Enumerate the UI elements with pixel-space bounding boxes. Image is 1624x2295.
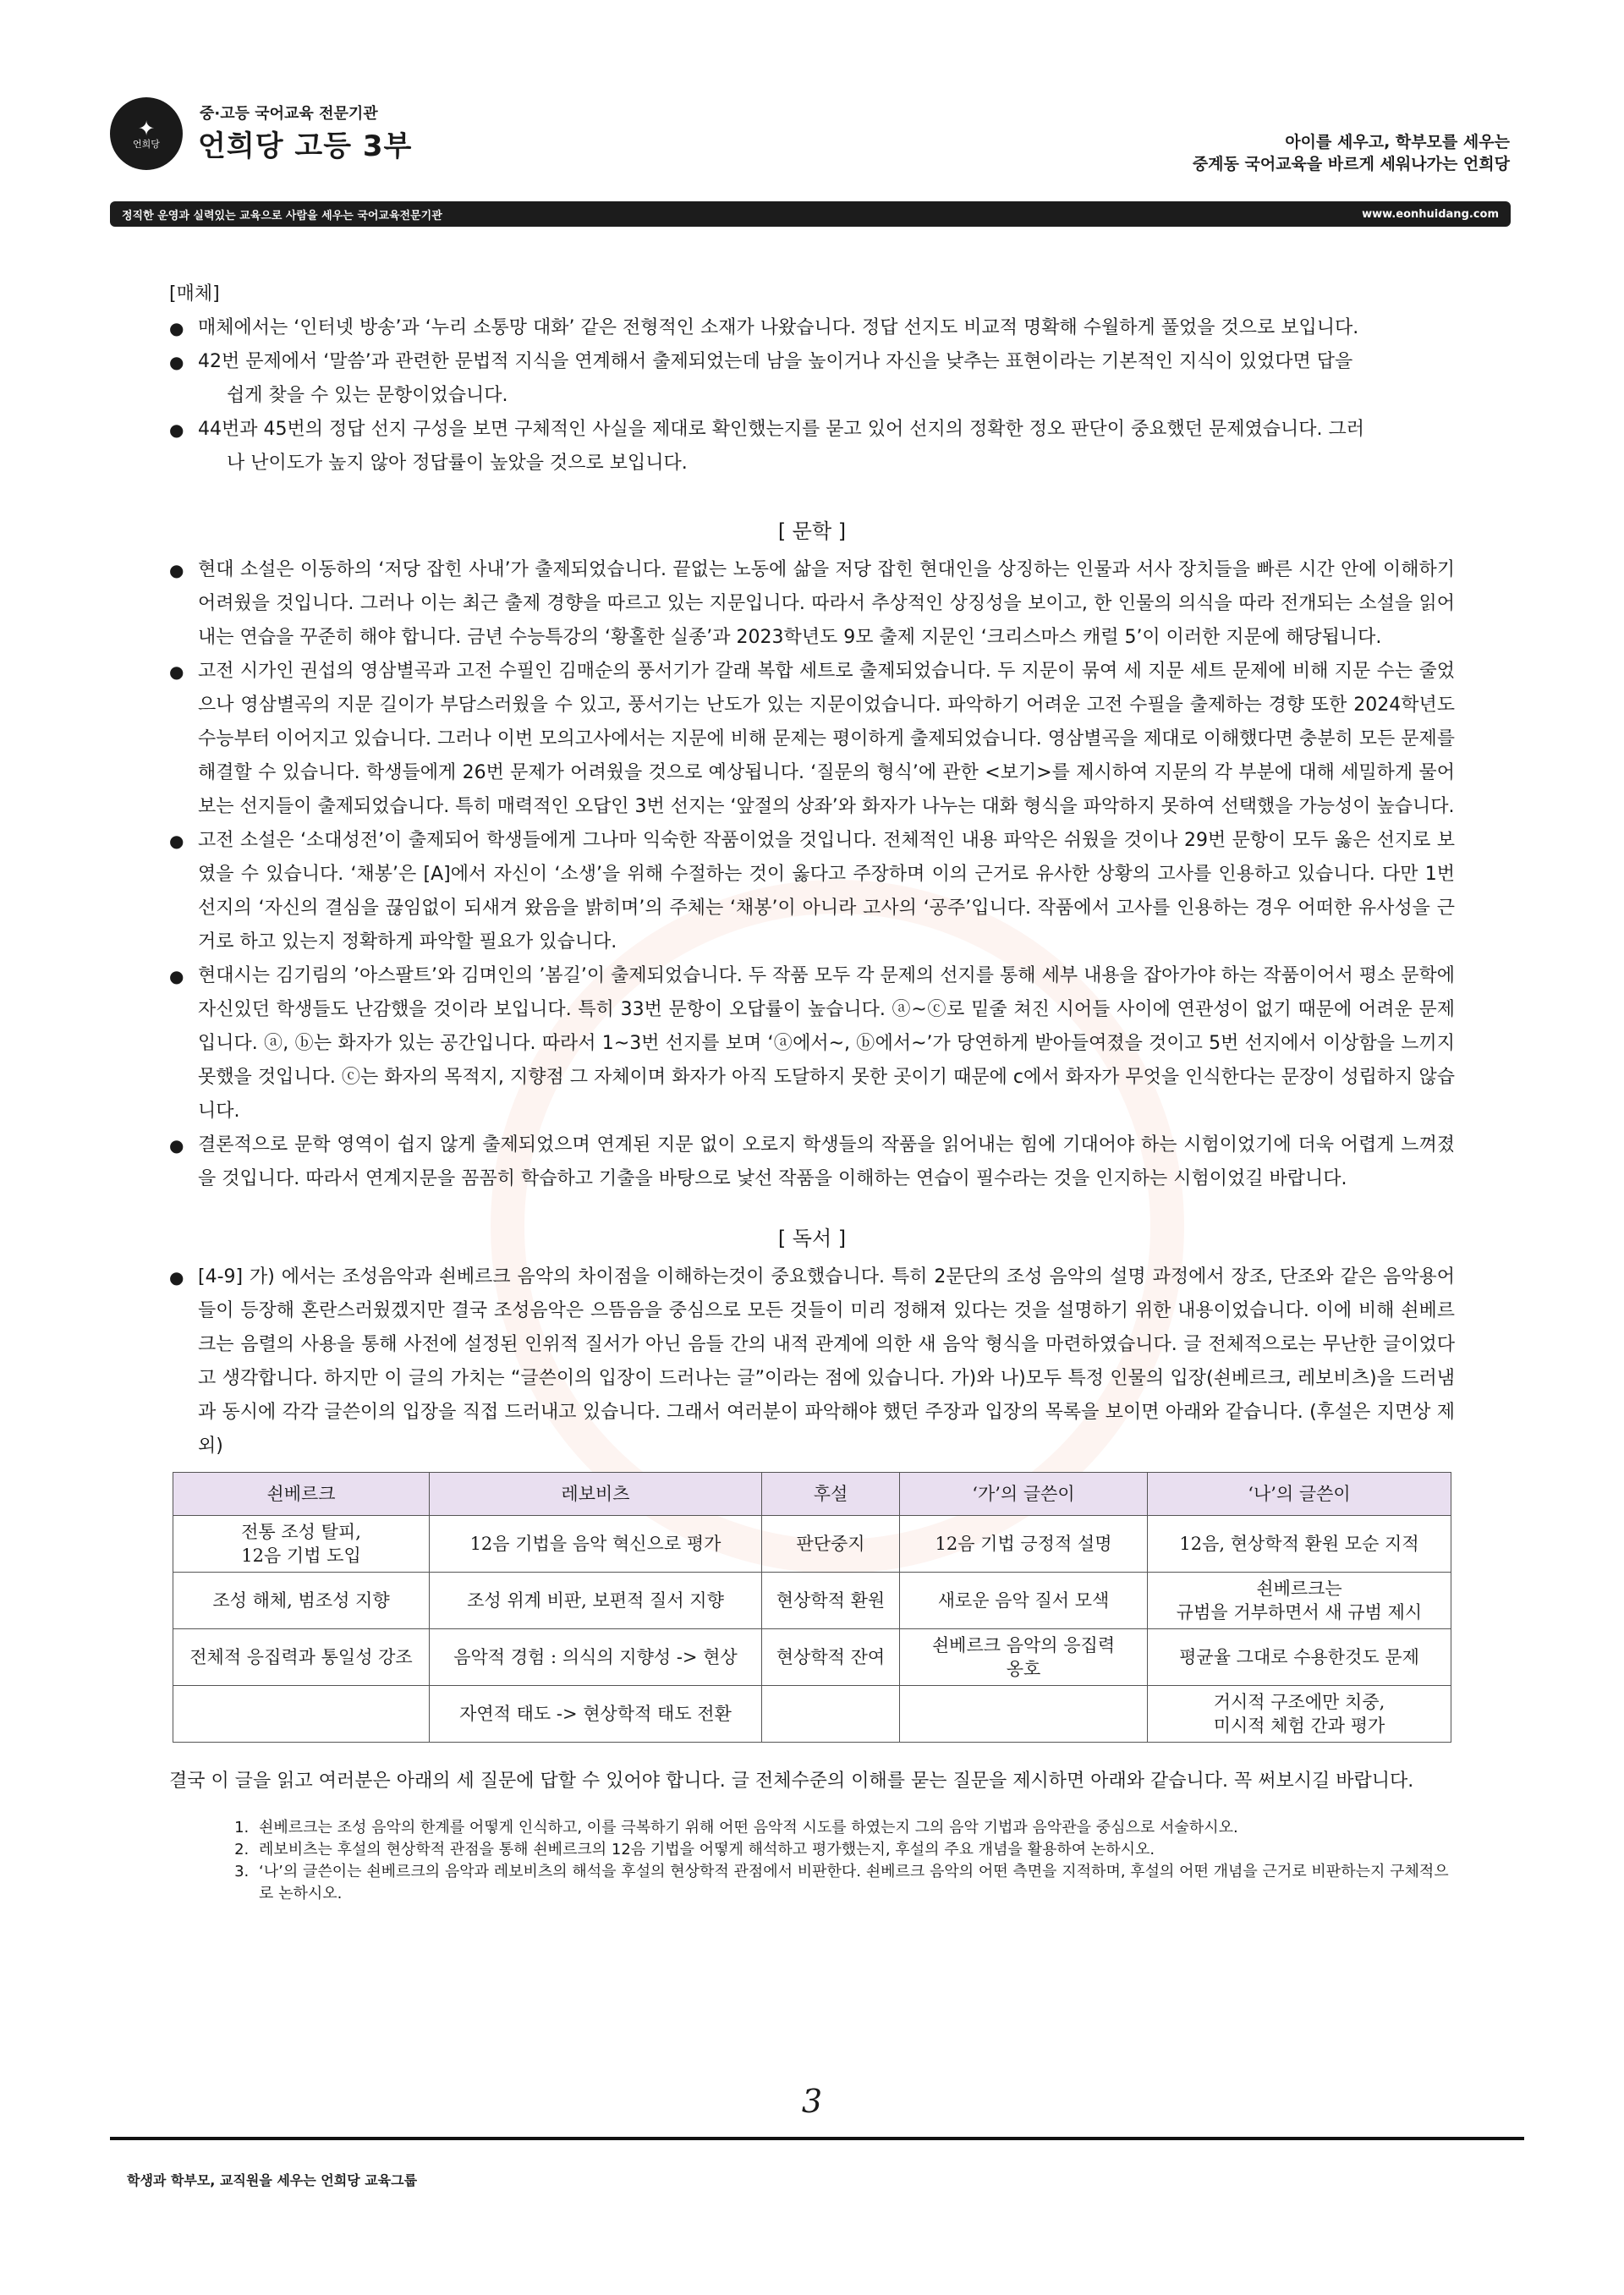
slogan-line-1: 아이를 세우고, 학부모를 세우는 (1285, 133, 1510, 151)
literature-heading: [ 문학 ] (777, 519, 847, 543)
media-section-label: [매체] (169, 283, 220, 305)
logo-text: 언희당 (133, 138, 160, 150)
table-header-row (173, 1473, 1451, 1516)
org-subtitle: 중·고등 국어교육 전문기관 (200, 105, 378, 123)
table-cell (762, 1686, 900, 1743)
footer-divider (110, 2137, 1524, 2140)
reading-item: ● [4-9] 가) 에서는 조성음악과 쇤베르크 음악의 차이점을 이해하는것이 중요했습니다. 특히 2문단의 조성 음악의 설명 과정에서 장조, 단조와 같은 음악용어들이 등장해 혼란스러웠겠지만 결국 조성음악은 으뜸음을 중심으로 모든 것들이 미리 정해져 있다는 것을 설명하기 위한 내용이었습니다. 이에 비해 쇤베르크는 음렬의 사용을 통해 사전에 설정된 인위적 질서가 아닌 음들 간의 내적 관계에 의한 새 음악 형식을 마련하였습니다. 글 전체적으로는 무난한 글이었다고 생각합니다. 하지만 이 글의 가치는 “글쓴이의 입장이 드러나는 글”이라는 점에 있습니다. 가)와 나)모두 특정 인물의 입장(쇤베르크, 레보비츠)을 드러냄과 동시에 각각 글쓴이의 입장을 직접 드러내고 있습니다. 그래서 여러분이 파악해야 했던 주장과 입장의 목록을 보이면 아래와 같습니다. (후설은 지면상 제외) (169, 1260, 1455, 1463)
table-cell: 12음 기법 긍정적 설명 (900, 1516, 1148, 1573)
question-item: 3. ‘나’의 글쓴이는 쇤베르크의 음악과 레보비츠의 해석을 후설의 현상학적 관점에서 비판한다. 쇤베르크 음악의 어떤 측면을 지적하며, 후설의 어떤 개념을 근거로 비판하는지 구체적으로 논하시오. (254, 1861, 1455, 1905)
table-body (173, 1516, 1451, 1743)
slogan-line-2: 중계동 국어교육을 바르게 세워나가는 언희당 (1192, 155, 1510, 173)
literature-item: ● 결론적으로 문학 영역이 쉽지 않게 출제되었으며 연계된 지문 없이 오로지 학생들의 작품을 읽어내는 힘에 기대어야 하는 시험이었기에 더욱 어렵게 느껴졌을 것입니다. 따라서 연계지문을 꼼꼼히 학습하고 기출을 바탕으로 낯선 작품을 이해하는 연습이 필수라는 것을 인지하는 시험이었길 바랍니다. (169, 1128, 1455, 1196)
question-item: 2. 레보비츠는 후설의 현상학적 관점을 통해 쇤베르크의 12음 기법을 어떻게 해석하고 평가했는지, 후설의 주요 개념을 활용하여 논하시오. (254, 1839, 1455, 1861)
table-cell: 쇤베르크는 규범을 거부하면서 새 규범 제시 (1148, 1573, 1451, 1629)
reading-list (169, 1260, 1455, 1463)
column-header: ‘가’의 글쓴이 (900, 1473, 1148, 1516)
table-cell: 판단중지 (762, 1516, 900, 1573)
header-band (110, 201, 1511, 227)
media-list (169, 311, 1455, 480)
table-cell (173, 1686, 430, 1743)
literature-item: ● 고전 시가인 권섭의 영삼별곡과 고전 수필인 김매순의 풍서기가 갈래 복합 세트로 출제되었습니다. 두 지문이 묶여 세 지문 세트 문제에 비해 지문 수는 줄었으나 영삼별곡의 지문 길이가 부담스러웠을 수 있고, 풍서기는 난도가 있는 지문이었습니다. 파악하기 어려운 고전 수필을 출제하는 경향 또한 2024학년도 수능부터 이어지고 있습니다. 그러나 이번 모의고사에서는 지문에 비해 문제는 평이하게 출제되었습니다. 영삼별곡을 제대로 이해했다면 충분히 모든 문제를 해결할 수 있습니다. 학생들에게 26번 문제가 어려웠을 것으로 예상됩니다. ‘질문의 형식’에 관한 <보기>를 제시하여 지문의 각 부분에 대해 세밀하게 물어보는 선지들이 출제되었습니다. 특히 매력적인 오답인 3번 선지는 ‘앞절의 상좌’와 화자가 나누는 대화 형식을 파악하지 못하여 선택했을 가능성이 높습니다. (169, 655, 1455, 824)
literature-list (169, 553, 1455, 1196)
table-cell: 12음 기법을 음악 혁신으로 평가 (430, 1516, 762, 1573)
column-header: 쇤베르크 (173, 1473, 430, 1516)
main-content (169, 277, 1455, 1905)
table-cell: 조성 해체, 범조성 지향 (173, 1573, 430, 1629)
table-cell: 새로운 음악 질서 모색 (900, 1573, 1148, 1629)
media-item: ● 매체에서는 ‘인터넷 방송’과 ‘누리 소통망 대화’ 같은 전형적인 소재가 나왔습니다. 정답 선지도 비교적 명확해 수월하게 풀었을 것으로 보입니다. (169, 311, 1455, 345)
literature-item: ● 고전 소설은 ‘소대성전’이 출제되어 학생들에게 그나마 익숙한 작품이었을 것입니다. 전체적인 내용 파악은 쉬웠을 것이나 29번 문항이 모두 옳은 선지로 보였을 수 있습니다. ‘채봉’은 [A]에서 자신이 ‘소생’을 위해 수절하는 것이 옳다고 주장하며 이의 근거로 유사한 상황의 고사를 인용하고 있습니다. 다만 1번 선지의 ‘자신의 결심을 끊임없이 되새겨 왔음을 밝히며’의 주체는 ‘채봉’이 아니라 고사의 ‘공주’입니다. 작품에서 고사를 인용하는 경우 어떠한 유사성을 근거로 하고 있는지 정확하게 파악할 필요가 있습니다. (169, 824, 1455, 959)
question-item: 1. 쇤베르크는 조성 음악의 한계를 어떻게 인식하고, 이를 극복하기 위해 어떤 음악적 시도를 하였는지 그의 음악 기법과 음악관을 중심으로 서술하시오. (254, 1817, 1455, 1839)
comparison-table (173, 1472, 1451, 1743)
logo (110, 97, 183, 170)
table-cell: 쇤베르크 음악의 응집력 옹호 (900, 1629, 1148, 1686)
slogan (1193, 131, 1510, 175)
table-cell (900, 1686, 1148, 1743)
media-item: ● 44번과 45번의 정답 선지 구성을 보면 구체적인 사실을 제대로 확인했는지를 묻고 있어 선지의 정확한 정오 판단이 중요했던 문제였습니다. 그러 나 난이도가 높지 않아 정답률이 높았을 것으로 보입니다. (169, 413, 1455, 480)
table-cell: 현상학적 잔여 (762, 1629, 900, 1686)
table-cell: 거시적 구조에만 치중, 미시적 체험 간과 평가 (1148, 1686, 1451, 1743)
column-header: ‘나’의 글쓴이 (1148, 1473, 1451, 1516)
table-cell: 12음, 현상학적 환원 모순 지적 (1148, 1516, 1451, 1573)
literature-item: ● 현대 소설은 이동하의 ‘저당 잡힌 사내’가 출제되었습니다. 끝없는 노동에 삶을 저당 잡힌 현대인을 상징하는 인물과 서사 장치들을 빠른 시간 안에 이해하기 어려웠을 것입니다. 그러나 이는 최근 출제 경향을 따르고 있는 지문입니다. 따라서 추상적인 상징성을 보이고, 한 인물의 의식을 따라 전개되는 소설을 읽어내는 연습을 꾸준히 해야 합니다. 금년 수능특강의 ‘황홀한 실종’과 2023학년도 9모 출제 지문인 ‘크리스마스 캐럴 5’이 이러한 지문에 해당됩니다. (169, 553, 1455, 655)
table-cell: 조성 위계 비판, 보편적 질서 지향 (430, 1573, 762, 1629)
column-header: 후설 (762, 1473, 900, 1516)
reading-conclusion: 결국 이 글을 읽고 여러분은 아래의 세 질문에 답할 수 있어야 합니다. 글 전체수준의 이해를 묻는 질문을 제시하면 아래와 같습니다. 꼭 써보시길 바랍니다. (169, 1771, 1414, 1792)
table-row (173, 1573, 1451, 1629)
literature-item: ● 현대시는 김기림의 ’아스팔트’와 김며인의 ’봄길’이 출제되었습니다. 두 작품 모두 각 문제의 선지를 통해 세부 내용을 잡아가야 하는 작품이어서 평소 문학에 자신있던 학생들도 난감했을 것이라 보입니다. 특히 33번 문항이 오답률이 높습니다. ⓐ~ⓒ로 밑줄 쳐진 시어들 사이에 연관성이 없기 때문에 어려운 문제입니다. ⓐ, ⓑ는 화자가 있는 공간입니다. 따라서 1~3번 선지를 보며 ‘ⓐ에서~, ⓑ에서~’가 당연하게 받아들여졌을 것이고 5번 선지에서 이상함을 느끼지 못했을 것입니다. ⓒ는 화자의 목적지, 지향점 그 자체이며 화자가 아직 도달하지 못한 곳이기 때문에 c에서 화자가 무엇을 인식한다는 문장이 성립하지 않습니다. (169, 959, 1455, 1128)
table-row (173, 1629, 1451, 1686)
table-cell: 현상학적 환원 (762, 1573, 900, 1629)
question-list (169, 1817, 1455, 1905)
media-item: ● 42번 문제에서 ‘말씀’과 관련한 문법적 지식을 연계해서 출제되었는데 남을 높이거나 자신을 낮추는 표현이라는 기본적인 지식이 있었다면 답을 쉽게 찾을 수 있는 문항이었습니다. (169, 345, 1455, 413)
website-url[interactable]: www.eonhuidang.com (1362, 207, 1499, 221)
table-cell: 자연적 태도 -> 현상학적 태도 전환 (430, 1686, 762, 1743)
footer-text: 학생과 학부모, 교직원을 세우는 언희당 교육그룹 (127, 2172, 418, 2188)
page-header (0, 0, 1624, 237)
table-row (173, 1516, 1451, 1573)
table-row (173, 1686, 1451, 1743)
band-motto: 정직한 운영과 실력있는 교육으로 사람을 세우는 국어교육전문기관 (122, 209, 442, 222)
table-cell: 전통 조성 탈피, 12음 기법 도입 (173, 1516, 430, 1573)
org-title: 언희당 고등 3부 (198, 129, 413, 163)
table-cell: 전체적 응집력과 통일성 강조 (173, 1629, 430, 1686)
table-cell: 평균율 그대로 수용한것도 문제 (1148, 1629, 1451, 1686)
column-header: 레보비츠 (430, 1473, 762, 1516)
table-cell: 음악적 경험 : 의식의 지향성 -> 현상 (430, 1629, 762, 1686)
page-number: 3 (801, 2083, 823, 2120)
reading-heading: [ 독서 ] (777, 1227, 847, 1250)
logo-mark-icon: ✦ (137, 116, 156, 140)
